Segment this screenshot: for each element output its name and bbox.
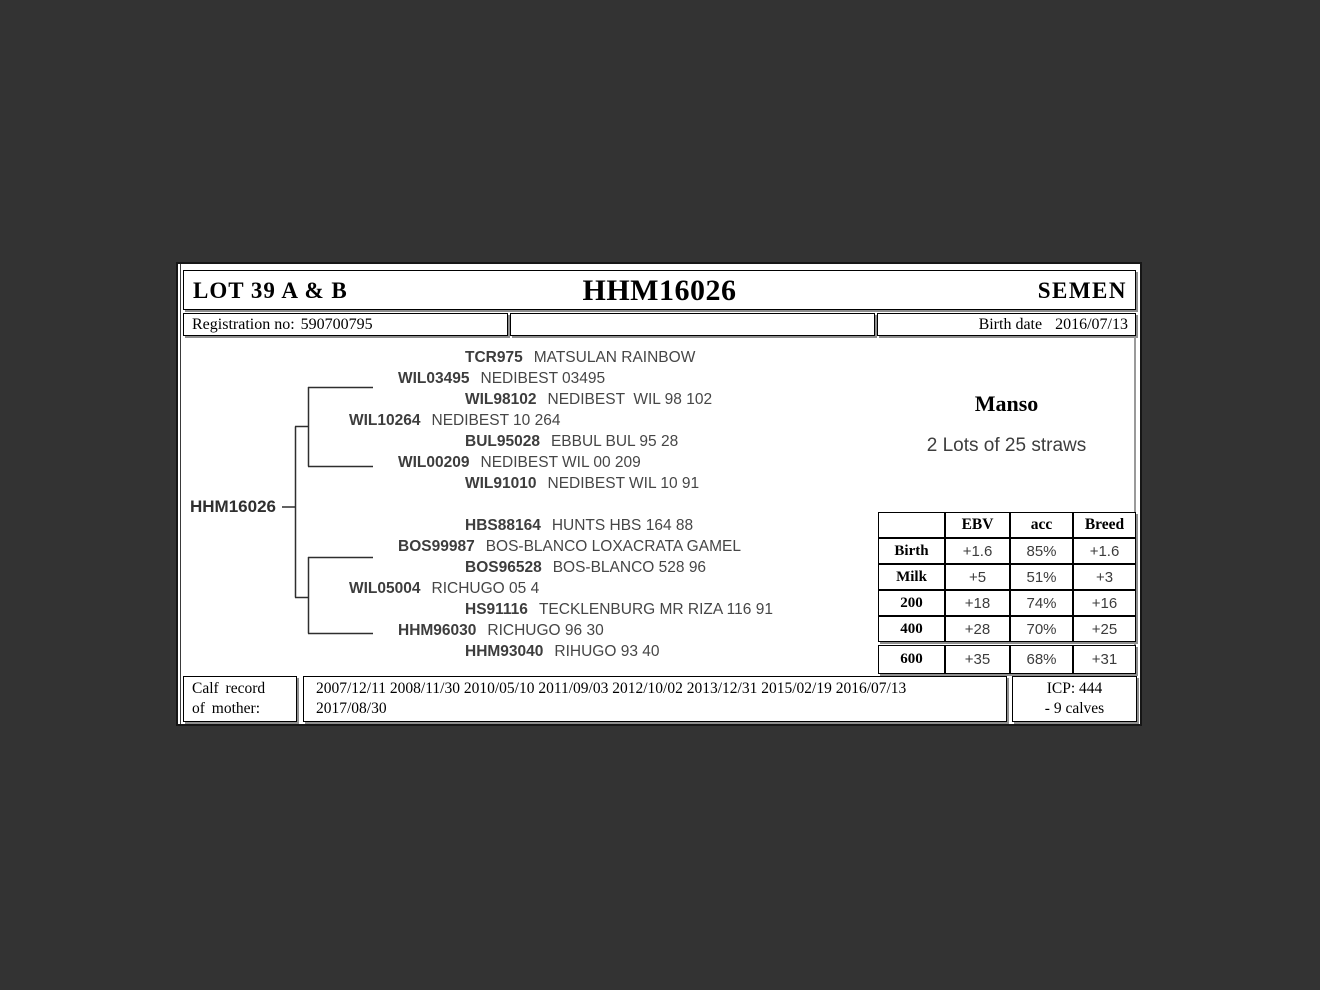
subject-code: HHM16026 [190, 497, 276, 516]
registration-label: Registration no: [192, 315, 295, 333]
pedigree-code: TCR975 [465, 349, 523, 366]
pedigree-code: BUL95028 [465, 433, 540, 450]
calf-record-label-line2: of mother: [192, 700, 260, 717]
ebv-value: +31 [1073, 645, 1136, 674]
pedigree-code: BOS99987 [398, 538, 475, 555]
ebv-value: +1.6 [945, 538, 1010, 564]
registration-number: 590700795 [300, 315, 373, 333]
ebv-value: +1.6 [1073, 538, 1136, 564]
sale-type: SEMEN [1037, 278, 1127, 303]
pedigree-animal-name: NEDIBEST 10 264 [431, 412, 561, 429]
pedigree-code: WIL03495 [398, 370, 470, 387]
pedigree-animal-name: TECKLENBURG MR RIZA 116 91 [538, 601, 773, 618]
pedigree-animal-name: RIHUGO 93 40 [554, 643, 660, 660]
ebv-value: 70% [1010, 616, 1073, 642]
ebv-value: +5 [945, 564, 1010, 590]
pedigree-code: WIL91010 [465, 475, 537, 492]
pedigree-animal-name: MATSULAN RAINBOW [533, 349, 696, 366]
lot-number: LOT 39 A & B [193, 278, 348, 303]
ebv-column-header: acc [1010, 512, 1073, 538]
pedigree-animal-name: NEDIBEST WIL 10 91 [547, 475, 700, 492]
ebv-value: +18 [945, 590, 1010, 616]
icp-box [1012, 676, 1137, 722]
ebv-value: +16 [1073, 590, 1136, 616]
ebv-column-header: Breed [1073, 512, 1136, 538]
catalog-card [176, 262, 1142, 726]
lots-description: 2 Lots of 25 straws [926, 435, 1087, 456]
animal-id-title: HHM16026 [582, 274, 737, 307]
ebv-column-header [878, 512, 945, 538]
ebv-row-milk [878, 564, 1136, 590]
ebv-value: +35 [945, 645, 1010, 674]
pedigree-code: WIL10264 [349, 412, 421, 429]
pedigree-code: HBS88164 [465, 517, 541, 534]
pedigree-animal-name: BOS-BLANCO 528 96 [552, 559, 707, 576]
ebv-row-label: 600 [878, 645, 945, 674]
pedigree-code: WIL05004 [349, 580, 421, 597]
calf-dates-line1: 2007/12/11 2008/11/30 2010/05/10 2011/09/03 2012/10/02 2013/12/31 2015/02/19 2016/07/13 [316, 680, 907, 697]
ebv-row-label: Milk [878, 564, 945, 590]
ebv-column-header: EBV [945, 512, 1010, 538]
birth-date-label: Birth date [978, 315, 1043, 333]
calf-dates-line2: 2017/08/30 [316, 700, 387, 717]
pedigree-code: BOS96528 [465, 559, 542, 576]
birth-date-value: 2016/07/13 [1055, 315, 1128, 333]
ebv-value: +28 [945, 616, 1010, 642]
ebv-value: 85% [1010, 538, 1073, 564]
pedigree-entry-hhm93040 [465, 642, 660, 662]
icp-value: ICP: 444 [1046, 680, 1103, 697]
ebv-row-label: 200 [878, 590, 945, 616]
pedigree-entry-hs91116 [465, 600, 773, 620]
pedigree-animal-name: NEDIBEST WIL 00 209 [480, 454, 641, 471]
pedigree-animal-name: EBBUL BUL 95 28 [550, 433, 679, 450]
pedigree-code: HHM93040 [465, 643, 544, 660]
ebv-row-birth [878, 538, 1136, 564]
pedigree-animal-name: BOS-BLANCO LOXACRATA GAMEL [485, 538, 741, 555]
pedigree-code: HS91116 [465, 601, 528, 618]
ebv-row-600 [878, 645, 1136, 674]
breed-name: Manso [974, 391, 1039, 416]
ebv-row-400 [878, 616, 1136, 642]
pedigree-code: WIL98102 [465, 391, 537, 408]
pedigree-entry-wil10264 [349, 411, 560, 431]
pedigree-animal-name: RICHUGO 05 4 [431, 580, 540, 597]
pedigree-entry-tcr975 [465, 348, 695, 368]
pedigree-entry-wil00209 [398, 453, 641, 473]
calves-count: - 9 calves [1044, 700, 1105, 717]
ebv-row-label: 400 [878, 616, 945, 642]
pedigree-animal-name: NEDIBEST 03495 [480, 370, 606, 387]
pedigree-animal-name: RICHUGO 96 30 [487, 622, 604, 639]
pedigree-animal-name: HUNTS HBS 164 88 [551, 517, 694, 534]
calf-record-label-line1: Calf record [192, 680, 266, 697]
ebv-table [878, 512, 1136, 674]
ebv-header-row [878, 512, 1136, 538]
pedigree-code: WIL00209 [398, 454, 470, 471]
pedigree-entry-wil03495 [398, 369, 605, 389]
calf-record-label-box [183, 676, 297, 722]
pedigree-entry-hhm96030 [398, 621, 604, 641]
pedigree-entry-bul95028 [465, 432, 678, 452]
pedigree-entry-wil98102 [465, 390, 712, 410]
calf-record-dates-box [303, 676, 1007, 722]
pedigree-entry-hbs88164 [465, 516, 693, 536]
pedigree-entry-wil05004 [349, 579, 539, 599]
pedigree-code: HHM96030 [398, 622, 477, 639]
ebv-value: +25 [1073, 616, 1136, 642]
pedigree-animal-name: NEDIBEST WIL 98 102 [547, 391, 713, 408]
pedigree-entry-bos99987 [398, 537, 741, 557]
pedigree-entry-bos96528 [465, 558, 706, 578]
ebv-row-200 [878, 590, 1136, 616]
ebv-value: +3 [1073, 564, 1136, 590]
ebv-row-label: Birth [878, 538, 945, 564]
pedigree-entry-wil91010 [465, 474, 699, 494]
ebv-value: 74% [1010, 590, 1073, 616]
ebv-value: 68% [1010, 645, 1073, 674]
ebv-value: 51% [1010, 564, 1073, 590]
